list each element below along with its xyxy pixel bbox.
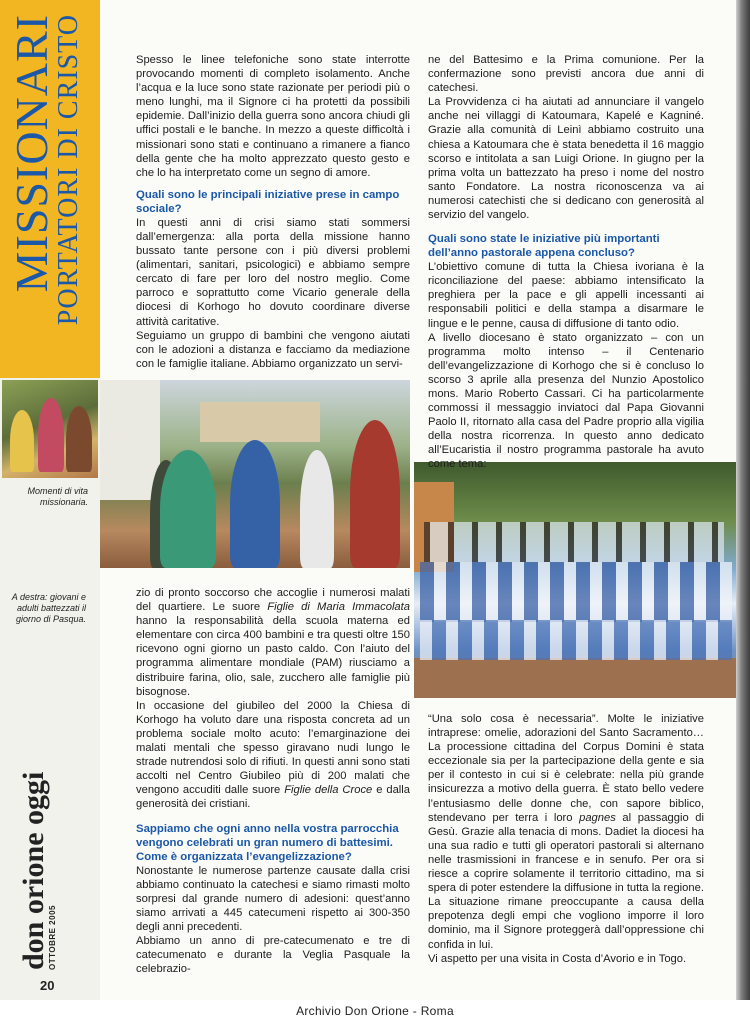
paragraph: Spesso le linee telefoniche sono state interrotte provocando momenti di completo isolamento. Anche l’acqua e la luce sono state razionate per periodi più o meno lunghi, ma il Signore ci ha protetti da possibili epidemie. Dall’inizio della guerra sono ancora chiudi gli uffici postali e le banche. In mezzo a queste difficoltà i missionari sono stati e continuano a rimanere a fianco della gente che ha molto apprezzato questo gesto e che lo ha interpretato come un segno di amore.: [136, 54, 410, 179]
paragraph: Vi aspetto per una visita in Costa d’Avorio e in Togo.: [428, 952, 687, 965]
paragraph: Nonostante le numerose partenze causate dalla crisi abbiamo continuato la catechesi e siamo rimasti molto sorpresi dal grande numero di adesioni: quest’anno siamo arrivati a 445 catecumeni rispetto ai 300-350 degli anni precedenti.: [136, 864, 410, 933]
question-heading: Quali sono state le iniziative più importanti dell’anno pastorale appena concluso?: [428, 233, 660, 260]
paragraph: zio di pronto soccorso che accoglie i numerosi malati del quartiere. Le suore Figlie di Maria Immacolata hanno la responsabilità della scuola materna ed elementare con circa 400 bambini e tra questi oltre 150 ricevono ogni giorno un pasto caldo. Con l’aiuto del programma alimentare mondiale (PAM) riusciamo a distribuire farina, olio, sale, zucchero alle famiglie più bisognose.: [136, 587, 410, 698]
issue-date: OTTOBRE 2005: [48, 905, 57, 970]
paragraph: L’obiettivo comune di tutta la Chiesa ivoriana è la riconciliazione del paese: abbiamo intensificato la preghiera per la pace e gli appelli incessanti ai responsabili politici e della stampa a disarmare le lingue e le penne, causa di diffusione di tanto odio.: [428, 261, 704, 330]
page-edge-shadow: [736, 0, 750, 1024]
column-2-top: [428, 53, 704, 472]
paragraph: La situazione rimane preoccupante a causa della prepotenza degli empi che vogliono imporre il loro dominio, ma il Signore proteggerà dall’oppressione chi confida in lui.: [428, 896, 704, 951]
brand-name: don orione oggi: [17, 771, 50, 970]
archive-watermark: Archivio Don Orione - Roma: [296, 1004, 454, 1018]
paragraph: La Provvidenza ci ha aiutati ad annunciare il vangelo anche nei villaggi di Katoumara, Kapelé e Kagniné. Grazie alla comunità di Leinì abbiamo costruito una chiesa a Katoumara che è stata benedetta il 16 maggio scorso e intitolata a san Luigi Orione. In giugno per la prima volta un battezzato ha preso i nome del nostro santo Fondatore. La nostra riconoscenza va ai numerosi catechisti che si dedicano con generosità al servizio del vangelo.: [428, 96, 704, 222]
photo-mission-life: [100, 380, 410, 568]
photo-baptized-group: [414, 462, 736, 698]
caption-baptized: A destra: giovani e adulti battezzati il giorno di Pasqua.: [11, 592, 86, 624]
section-title: MISSIONARI: [6, 14, 57, 293]
paragraph: Seguiamo un gruppo di bambini che vengono aiutati con le adozioni a distanza e facciamo da mediazione con le famiglie italiane. Abbiamo organizzato un servi-: [136, 329, 410, 370]
column-1-top: [136, 53, 410, 371]
paragraph: “Una solo cosa è necessaria”. Molte le iniziative intraprese: omelie, adorazioni del Santo Sacramento… La processione cittadina del Corpus Domini è stata eccezionale sia per la partecipazione della gente e sia per il contesto in cui si è celebrate: nella più grande insicurezza a motivo della guerra. È stato bello vedere l’entusiasmo delle donne che, con sapore biblico, stendevano per terra i loro pagnes al passaggio di Gesù. Grazie alla tenacia di mons. Dadiet la diocesi ha una sua radio e tutti gli operatori pastorali si alternano nelle trasmissioni in francese e in senufo. Per ora si riesce a coprire solamente il territorio cittadino, ma si spera di poter estendere la diffusione in tutta la regione.: [428, 713, 704, 895]
column-1-bottom: [136, 586, 410, 976]
paragraph: In occasione del giubileo del 2000 la Chiesa di Korhogo ha voluto dare una risposta concreta ad un problema sociale molto acuto: l’emarginazione dei malati mentali che spesso giravano nudi lungo le strade nutrendosi solo di rifiuti. In questi anni sono stati accolti nel Centro Giubileo più di 200 malati che vengono accuditi dalle suore Figlie della Croce e dalla generosità dei cristiani.: [136, 699, 410, 811]
question-heading: Sappiamo che ogni anno nella vostra parrocchia vengono celebrati un gran numero di battesimi. Come è organizzata l’evangelizzazione?: [136, 822, 399, 863]
paragraph: Abbiamo un anno di pre-catecumenato e tre di catecumenato e durante la Veglia Pasquale la celebrazio-: [136, 934, 410, 976]
paragraph: In questi anni di crisi siamo stati sommersi dall’emergenza: alla porta della missione hanno bussato tante persone con i più diversi problemi (alimentari, sanitari, psicologici) e abbiamo sempre cercato di fare per loro del nostro meglio. Come parroco e soprattutto come Vicario generale della diocesi di Korhogo ho dovuto coordinare diverse attività caritative.: [136, 216, 410, 328]
column-2-bottom: [428, 712, 704, 966]
caption-mission-life: Momenti di vita missionaria.: [27, 486, 88, 507]
section-band: [0, 0, 100, 378]
magazine-brand: [17, 771, 98, 980]
page-number: 20: [40, 978, 55, 993]
photo-children: [2, 380, 98, 478]
section-subtitle: PORTATORI DI CRISTO: [53, 14, 84, 326]
paragraph: A livello diocesano è stato organizzato – con un programma molto intenso – il Centenario dell’evangelizzazione di Korhogo che si è concluso lo scorso 3 aprile alla presenza del Nunzio Apostolico mons. Mario Roberto Cassari. Ci ha particolarmente commossi il messaggio inviatoci dal Papa Giovanni Paolo II, ritornato alla casa del Padre proprio alla vigilia della nostra ricorrenza. In questo anno dedicato all’Eucaristia il nostro programma pastorale ha avuto come tema:: [428, 331, 704, 471]
question-heading: Quali sono le principali iniziative prese in campo sociale?: [136, 188, 400, 215]
paragraph: ne del Battesimo e la Prima comunione. Per la confermazione sono previsti ancora due anni di catechesi.: [428, 54, 704, 95]
